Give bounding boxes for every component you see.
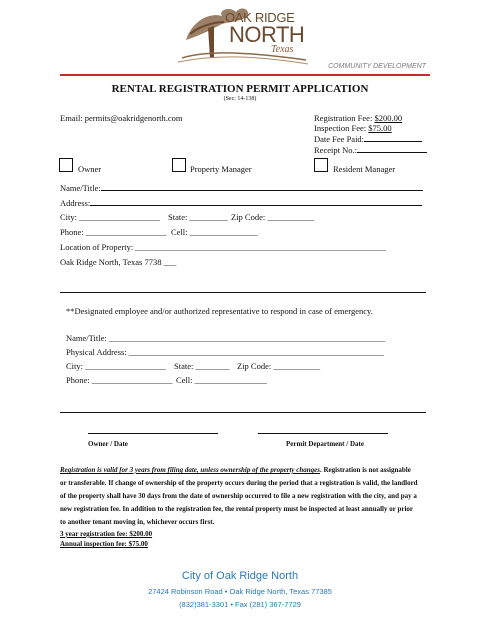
emergency-name-title-field[interactable]: Name/Title: _________________________________________________________________: [66, 333, 386, 343]
owner-checkbox[interactable]: [59, 158, 73, 172]
section-reference: (Sec: 14-138): [223, 96, 257, 102]
notice-line2: or transferable. If change of ownership of the property occurs during the period that a registration is valid, the landlord: [60, 479, 418, 487]
notice-validity: Registration is valid for 3 years from filing date, unless ownership of the property changes: [60, 466, 320, 474]
notice-line5: to another tenant moving in, whichever occurs first.: [60, 518, 215, 526]
permits-email: Email: permits@oakridgenorth.com: [60, 113, 183, 123]
zip-field[interactable]: Zip Code: ___________: [231, 212, 315, 222]
annual-inspection-fee: Annual inspection fee: $75.00: [60, 540, 148, 548]
notice-line1-rest: . Registration is not assignable: [320, 466, 411, 474]
property-manager-checkbox-label: Property Manager: [190, 164, 252, 174]
inspection-fee-value: $75.00: [368, 123, 392, 133]
emergency-city-field[interactable]: City: ___________________: [66, 361, 166, 371]
property-manager-checkbox[interactable]: [172, 158, 186, 172]
address-label: Address:: [60, 198, 91, 208]
permit-dept-signature-line[interactable]: [258, 433, 388, 434]
date-fee-paid-label: Date Fee Paid:: [314, 134, 365, 144]
resident-manager-checkbox[interactable]: [314, 158, 328, 172]
receipt-number-field[interactable]: [357, 144, 427, 153]
city-field[interactable]: City: ___________________: [60, 212, 160, 222]
state-field[interactable]: State: _________: [168, 212, 228, 222]
phone-field[interactable]: Phone: ___________________: [60, 227, 167, 237]
name-title-field[interactable]: [101, 182, 423, 191]
footer-phone: (832)381-3301 • Fax (281) 367-7729: [179, 600, 301, 609]
three-year-fee: 3 year registration fee: $200.00: [60, 530, 153, 538]
footer-city-name: City of Oak Ridge North: [181, 570, 299, 582]
resident-manager-checkbox-label: Resident Manager: [333, 164, 396, 174]
registration-fee-value: $200.00: [374, 113, 403, 123]
form-title: RENTAL REGISTRATION PERMIT APPLICATION: [111, 83, 369, 95]
inspection-fee-label: Inspection Fee:: [314, 123, 367, 133]
registration-notice: [60, 464, 430, 549]
name-title-label: Name/Title:: [60, 183, 101, 193]
logo-text-texas: Texas: [271, 44, 294, 55]
date-fee-paid-field[interactable]: [364, 133, 422, 142]
logo-text-oak-ridge: OAK RIDGE: [225, 10, 295, 25]
owner-signature-line[interactable]: [88, 433, 218, 434]
address-field[interactable]: [90, 197, 422, 206]
section-divider: [60, 292, 426, 293]
cell-field[interactable]: Cell: ________________: [171, 227, 258, 237]
emergency-physical-address-field[interactable]: Physical Address: ____________________________________________________________: [66, 347, 384, 357]
emergency-phone-field[interactable]: Phone: ___________________: [66, 375, 173, 385]
emergency-state-field[interactable]: State: ________: [174, 361, 230, 371]
location-of-property-field[interactable]: Location of Property: ___________________________________________________________: [60, 242, 387, 252]
permit-department-date-label: Permit Department / Date: [286, 440, 364, 448]
header-divider: [60, 74, 430, 76]
logo-text-north: NORTH: [229, 22, 305, 47]
emergency-zip-field[interactable]: Zip Code: ___________: [237, 361, 321, 371]
registration-fee-label: Registration Fee:: [314, 113, 373, 123]
department-label: COMMUNITY DEVELOPMENT: [328, 63, 426, 70]
receipt-number-label: Receipt No.:: [314, 145, 357, 155]
owner-date-label: Owner / Date: [88, 440, 128, 448]
oak-ridge-address-line[interactable]: Oak Ridge North, Texas 7738 ___: [60, 257, 177, 267]
notice-line3: of the property shall have 30 days from the date of ownership occurred to file a new registration with the city, and pay a: [60, 492, 417, 500]
notice-line4: new registration fee. In addition to the registration fee, the rental property must be inspected at least annually or prior: [60, 505, 414, 513]
emergency-note: **Designated employee and/or authorized representative to respond in case of emergency.: [66, 306, 373, 316]
emergency-cell-field[interactable]: Cell: _________________: [176, 375, 267, 385]
fee-block: [314, 113, 427, 155]
section-divider-2: [60, 412, 426, 413]
owner-checkbox-label: Owner: [78, 164, 102, 174]
footer-address: 27424 Robinson Road • Oak Ridge North, Texas 77385: [148, 587, 332, 596]
